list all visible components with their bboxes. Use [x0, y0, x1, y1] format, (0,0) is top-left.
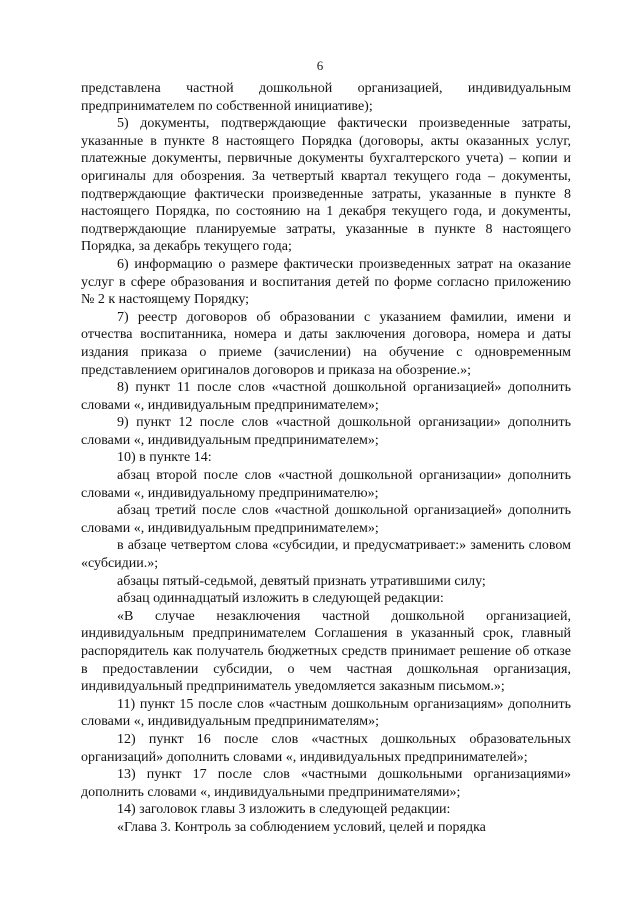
- paragraph: «Глава 3. Контроль за соблюдением условий, целей и порядка: [117, 819, 486, 835]
- paragraph: 13) пункт 17 после слов «частными дошкольными организациями» дополнить словами «, индивидуальными предпринимателями»;: [81, 767, 571, 800]
- paragraph: абзац третий после слов «частной дошкольной организацией» дополнить словами «, индивидуальным предпринимателем»;: [81, 503, 571, 536]
- paragraph: абзац одиннадцатый изложить в следующей редакции:: [117, 591, 444, 607]
- paragraph: «В случае незаключения частной дошкольной организацией, индивидуальным предпринимателем Соглашения в указанный срок, главный распорядитель как получатель бюджетных средств принимает решение об отказе в предоставлении субсидии, о чем частная дошкольная организация, индивидуальный предприниматель уведомляется заказным письмом.»;: [81, 608, 571, 695]
- paragraph: 9) пункт 12 после слов «частной дошкольной организации» дополнить словами «, индивидуальным предпринимателем»;: [81, 415, 571, 448]
- paragraph: абзац второй после слов «частной дошкольной организации» дополнить словами «, индивидуальному предпринимателю»;: [81, 468, 571, 501]
- paragraph: 14) заголовок главы 3 изложить в следующей редакции:: [117, 802, 451, 818]
- paragraph: 8) пункт 11 после слов «частной дошкольной организацией» дополнить словами «, индивидуальным предпринимателем»;: [81, 380, 571, 413]
- paragraph: 7) реестр договоров об образовании с указанием фамилии, имени и отчества воспитанника, номера и даты заключения договора, номера и даты издания приказа о приеме (зачислении) на обучение с одновременным представлением оригиналов договоров и приказа на обозрение.»;: [81, 309, 571, 378]
- paragraph: в абзаце четвертом слова «субсидии, и предусматривает:» заменить словом «субсидии.»;: [81, 538, 571, 572]
- paragraph: представлена частной дошкольной организацией, индивидуальным предпринимателем по собственной инициативе);: [81, 81, 571, 114]
- paragraph: 5) документы, подтверждающие фактически произведенные затраты, указанные в пункте 8 настоящего Порядка (договоры, акты оказанных услуг, платежные документы, первичные документы бухгалтерского учета) – копии и оригиналы для обозрения. За четвертый квартал текущего года – документы, подтверждающие фактически произведенные затраты, указанные в пункте 8 настоящего Порядка, по состоянию на 1 декабря текущего года, и документы, подтверждающие планируемые затраты, указанные в пункте 8 настоящего Порядка, за декабрь текущего года;: [81, 116, 571, 255]
- paragraph: абзацы пятый-седьмой, девятый признать утратившими силу;: [117, 573, 486, 589]
- page-number: 6: [316, 58, 324, 73]
- paragraph: 6) информацию о размере фактически произведенных затрат на оказание услуг в сфере образования и воспитания детей по форме согласно приложению № 2 к настоящему Порядку;: [81, 256, 571, 308]
- paragraph: 11) пункт 15 после слов «частным дошкольным организациям» дополнить словами «, индивидуальным предпринимателям»;: [81, 696, 571, 730]
- paragraph: 10) в пункте 14:: [117, 450, 212, 466]
- paragraph: 12) пункт 16 после слов «частных дошкольных образовательных организаций» дополнить словами «, индивидуальных предпринимателей»;: [81, 731, 571, 765]
- document-body: [81, 80, 571, 837]
